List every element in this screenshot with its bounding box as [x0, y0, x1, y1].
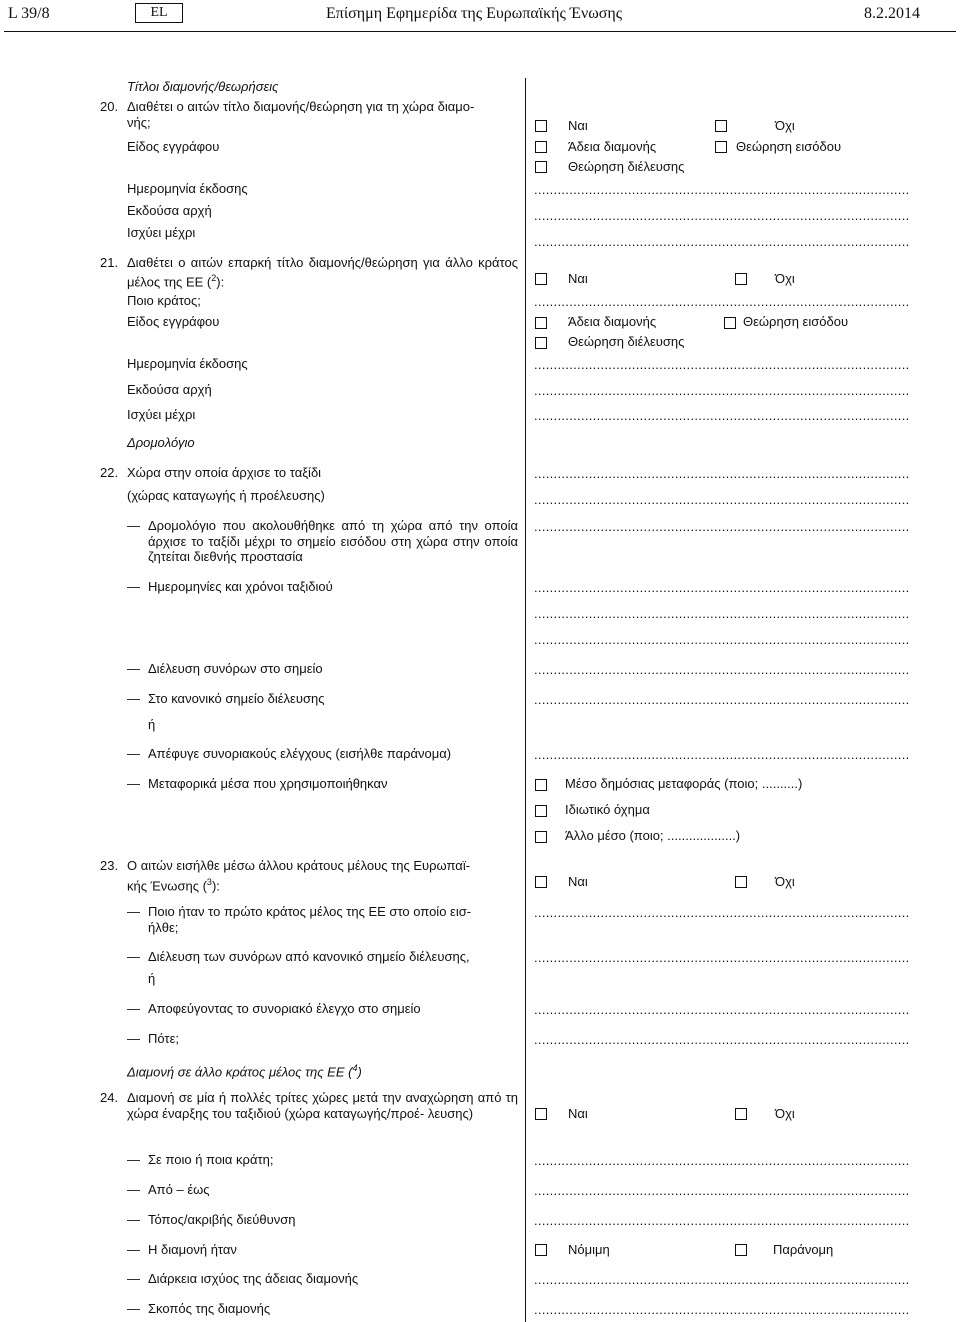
q22-public-text: Μέσο δημόσιας μεταφοράς (ποιο; — [565, 776, 762, 791]
q23-no-label: Όχι — [775, 874, 795, 889]
q22-crossing-dash: — — [127, 661, 140, 676]
q22-official-dash: — — [127, 691, 140, 706]
q23-line1: Ο αιτών εισήλθε μέσω άλλου κράτους μέλους της Ευρωπαϊ- — [127, 858, 471, 873]
q21-authority-field[interactable]: ................................................................................................ — [534, 383, 910, 398]
q23-first-state-field[interactable]: ................................................................................................ — [534, 905, 910, 920]
section-stay-text: Διαμονή σε άλλο κράτος μέλος της ΕΕ ( — [127, 1064, 353, 1080]
q24-legal-checkbox[interactable] — [535, 1244, 547, 1256]
q24-which-dash: — — [127, 1152, 140, 1167]
q20-transit-visa-label: Θεώρηση διέλευσης — [568, 159, 685, 174]
q24-purpose-dash: — — [127, 1301, 140, 1316]
q20-issue-date-label: Ημερομηνία έκδοσης — [127, 181, 248, 196]
q20-no-label: Όχι — [775, 118, 795, 133]
q23-when-dash: — — [127, 1031, 140, 1046]
q20-entry-visa-checkbox[interactable] — [715, 141, 727, 153]
publication-date: 8.2.2014 — [864, 5, 920, 22]
q23-first-state-line1: Ποιο ήταν το πρώτο κράτος μέλος της ΕΕ στο οποίο εισ- — [148, 904, 472, 919]
q23-no-checkbox[interactable] — [735, 876, 747, 888]
q23-official-field[interactable]: ................................................................................................ — [534, 950, 910, 965]
q24-yes-label: Ναι — [568, 1106, 588, 1121]
q21-no-checkbox[interactable] — [735, 273, 747, 285]
q23-footnote-ref: 3 — [206, 877, 212, 887]
q23-yes-checkbox[interactable] — [535, 876, 547, 888]
q22-line1: Χώρα στην οποία άρχισε το ταξίδι — [127, 465, 322, 480]
q21-doc-type-label: Είδος εγγράφου — [127, 314, 220, 329]
q22-line2: (χώρας καταγωγής ή προέλευσης) — [127, 488, 325, 503]
q24-which-label: Σε ποιο ή ποια κράτη; — [148, 1152, 274, 1167]
section-residence-title: Τίτλοι διαμονής/θεωρήσεις — [127, 79, 279, 94]
q20-residence-permit-checkbox[interactable] — [535, 141, 547, 153]
q22-private-vehicle-checkbox[interactable] — [535, 805, 547, 817]
language-box: EL — [135, 3, 183, 23]
q20-entry-visa-label: Θεώρηση εισόδου — [736, 139, 842, 154]
q20-yes-checkbox[interactable] — [535, 120, 547, 132]
q22-avoided-label: Απέφυγε συνοριακούς ελέγχους (εισήλθε παράνομα) — [148, 746, 452, 761]
q24-address-label: Τόπος/ακριβής διεύθυνση — [148, 1212, 296, 1227]
q24-yes-checkbox[interactable] — [535, 1108, 547, 1120]
q23-official-label: Διέλευση των συνόρων από κανονικό σημείο διέλευσης, — [148, 949, 470, 964]
q22-public-dots[interactable]: .......... — [761, 776, 798, 791]
q24-number: 24. — [100, 1090, 119, 1105]
q21-transit-visa-checkbox[interactable] — [535, 337, 547, 349]
q24-legal-label: Νόμιμη — [568, 1242, 610, 1257]
q21-entry-visa-checkbox[interactable] — [724, 317, 736, 329]
q21-residence-permit-checkbox[interactable] — [535, 317, 547, 329]
q21-question — [127, 255, 518, 289]
q23-first-state-dash: — — [127, 904, 140, 919]
q22-route-label: Δρομολόγιο που ακολουθήθηκε από τη χώρα από την οποία άρχισε το ταξίδι μέχρι το σημείο εισόδου στη χώρα στην οποία ζητείται διεθνής προστασία — [148, 518, 518, 564]
q22-public-transport-label — [565, 776, 802, 792]
column-divider — [525, 78, 526, 1322]
q22-avoided-field[interactable]: ................................................................................................ — [534, 747, 910, 762]
q21-text-end: ): — [216, 273, 225, 289]
q20-no-checkbox[interactable] — [715, 120, 727, 132]
section-stay-close: ) — [357, 1064, 362, 1080]
q21-residence-permit-label: Άδεια διαμονής — [568, 314, 657, 329]
q24-from-to-label: Από – έως — [148, 1182, 210, 1197]
q24-no-checkbox[interactable] — [735, 1108, 747, 1120]
page-header — [0, 3, 960, 29]
q21-which-state-label: Ποιο κράτος; — [127, 293, 201, 308]
q24-stay-was-label: Η διαμονή ήταν — [148, 1242, 237, 1257]
q24-illegal-checkbox[interactable] — [735, 1244, 747, 1256]
q22-other-means-label — [565, 828, 740, 844]
q24-duration-dash: — — [127, 1271, 140, 1286]
q22-other-text: Άλλο μέσο (ποιο; — [565, 828, 668, 843]
q22-origin-field[interactable]: ................................................................................................ — [534, 466, 910, 481]
q24-illegal-label: Παράνομη — [773, 1242, 834, 1257]
q22-other-close: ) — [735, 828, 741, 843]
q21-footnote-ref: 2 — [211, 272, 217, 283]
q21-which-state-field[interactable]: ................................................................................................ — [534, 294, 910, 309]
q24-stay-was-dash: — — [127, 1242, 140, 1257]
q20-residence-permit-label: Άδεια διαμονής — [568, 139, 657, 154]
q23-line2 — [127, 874, 220, 894]
header-divider — [4, 31, 956, 32]
q20-valid-until-field[interactable]: ................................................................................................ — [534, 234, 910, 249]
q20-authority-field[interactable]: ................................................................................................ — [534, 208, 910, 223]
q22-crossing-label: Διέλευση συνόρων στο σημείο — [148, 661, 323, 676]
q21-no-label: Όχι — [775, 271, 795, 286]
q21-valid-until-label: Ισχύει μέχρι — [127, 407, 196, 422]
q22-dates-field-3[interactable]: ................................................................................................ — [534, 632, 910, 647]
q22-number: 22. — [100, 465, 119, 480]
q22-public-transport-checkbox[interactable] — [535, 779, 547, 791]
q21-authority-label: Εκδούσα αρχή — [127, 382, 212, 397]
q23-official-dash: — — [127, 949, 140, 964]
q22-transport-label: Μεταφορικά μέσα που χρησιμοποιήθηκαν — [148, 776, 388, 791]
q20-yes-label: Ναι — [568, 118, 588, 133]
q22-transport-dash: — — [127, 776, 140, 791]
q24-purpose-field[interactable]: ................................................................................................ — [534, 1302, 910, 1317]
q24-purpose-label: Σκοπός της διαμονής — [148, 1301, 271, 1316]
q22-crossing-field[interactable]: ................................................................................................ — [534, 662, 910, 677]
q22-dates-dash: — — [127, 579, 140, 594]
q24-address-dash: — — [127, 1212, 140, 1227]
q21-text: Διαθέτει ο αιτών επαρκή τίτλο διαμονής/θεώρηση για άλλο κράτος μέλος της ΕΕ ( — [127, 255, 518, 289]
q20-authority-label: Εκδούσα αρχή — [127, 203, 212, 218]
q21-yes-label: Ναι — [568, 271, 588, 286]
q20-number: 20. — [100, 99, 119, 114]
q20-line2: νής; — [127, 115, 151, 130]
q21-valid-until-field[interactable]: ................................................................................................ — [534, 408, 910, 423]
section-stay-title — [127, 1060, 362, 1080]
q24-which-field[interactable]: ................................................................................................ — [534, 1153, 910, 1168]
q22-route-dash: — — [127, 518, 140, 533]
q22-or: ή — [148, 717, 156, 732]
q21-transit-visa-label: Θεώρηση διέλευσης — [568, 334, 685, 349]
q23-yes-label: Ναι — [568, 874, 588, 889]
q20-line1: Διαθέτει ο αιτών τίτλο διαμονής/θεώρηση για τη χώρα διαμο- — [127, 99, 475, 114]
q22-official-field[interactable]: ................................................................................................ — [534, 692, 910, 707]
q23-when-field[interactable]: ................................................................................................ — [534, 1032, 910, 1047]
q22-dates-label: Ημερομηνίες και χρόνοι ταξιδιού — [148, 579, 333, 594]
q20-valid-until-label: Ισχύει μέχρι — [127, 225, 196, 240]
q22-private-vehicle-label: Ιδιωτικό όχημα — [565, 802, 650, 817]
q23-avoiding-field[interactable]: ................................................................................................ — [534, 1002, 910, 1017]
q23-line2-end: ): — [211, 878, 220, 894]
q22-dates-field-2[interactable]: ................................................................................................ — [534, 606, 910, 621]
q20-issue-date-field[interactable]: ................................................................................................ — [534, 182, 910, 197]
q20-transit-visa-checkbox[interactable] — [535, 161, 547, 173]
q23-line2-text: κής Ένωσης ( — [127, 878, 207, 894]
section-route-title: Δρομολόγιο — [127, 435, 195, 450]
q24-from-to-dash: — — [127, 1182, 140, 1197]
q24-address-field[interactable]: ................................................................................................ — [534, 1213, 910, 1228]
q23-or: ή — [148, 971, 156, 986]
q21-entry-visa-label: Θεώρηση εισόδου — [743, 314, 849, 329]
q21-yes-checkbox[interactable] — [535, 273, 547, 285]
q23-avoiding-label: Αποφεύγοντας το συνοριακό έλεγχο στο σημείο — [148, 1001, 421, 1016]
journal-title: Επίσημη Εφημερίδα της Ευρωπαϊκής Ένωσης — [326, 5, 623, 22]
q20-doc-type-label: Είδος εγγράφου — [127, 139, 220, 154]
q22-other-dots[interactable]: ................... — [667, 828, 736, 843]
q21-issue-date-label: Ημερομηνία έκδοσης — [127, 356, 248, 371]
q23-avoiding-dash: — — [127, 1001, 140, 1016]
q23-number: 23. — [100, 858, 119, 873]
q24-no-label: Όχι — [775, 1106, 795, 1121]
q24-duration-label: Διάρκεια ισχύος της άδειας διαμονής — [148, 1271, 359, 1286]
q24-question: Διαμονή σε μία ή πολλές τρίτες χώρες μετά την αναχώρηση από τη χώρα έναρξης του ταξιδιού (χώρα καταγωγής/προέ- λευσης) — [127, 1090, 518, 1121]
q24-duration-field[interactable]: ................................................................................................ — [534, 1272, 910, 1287]
q23-when-label: Πότε; — [148, 1031, 179, 1046]
q24-from-to-field[interactable]: ................................................................................................ — [534, 1183, 910, 1198]
section-stay-footnote-ref: 4 — [352, 1063, 358, 1073]
q22-dates-field-1[interactable]: ................................................................................................ — [534, 580, 910, 595]
q22-origin-field-2[interactable]: ................................................................................................ — [534, 492, 910, 507]
q22-avoided-dash: — — [127, 746, 140, 761]
q22-official-label: Στο κανονικό σημείο διέλευσης — [148, 691, 325, 706]
q21-number: 21. — [100, 255, 119, 270]
q22-route-field[interactable]: ................................................................................................ — [534, 519, 910, 534]
q21-issue-date-field[interactable]: ................................................................................................ — [534, 357, 910, 372]
q22-other-means-checkbox[interactable] — [535, 831, 547, 843]
q23-first-state-line2: ήλθε; — [148, 920, 179, 935]
page-number: L 39/8 — [8, 5, 50, 22]
q22-public-close: ) — [798, 776, 803, 791]
